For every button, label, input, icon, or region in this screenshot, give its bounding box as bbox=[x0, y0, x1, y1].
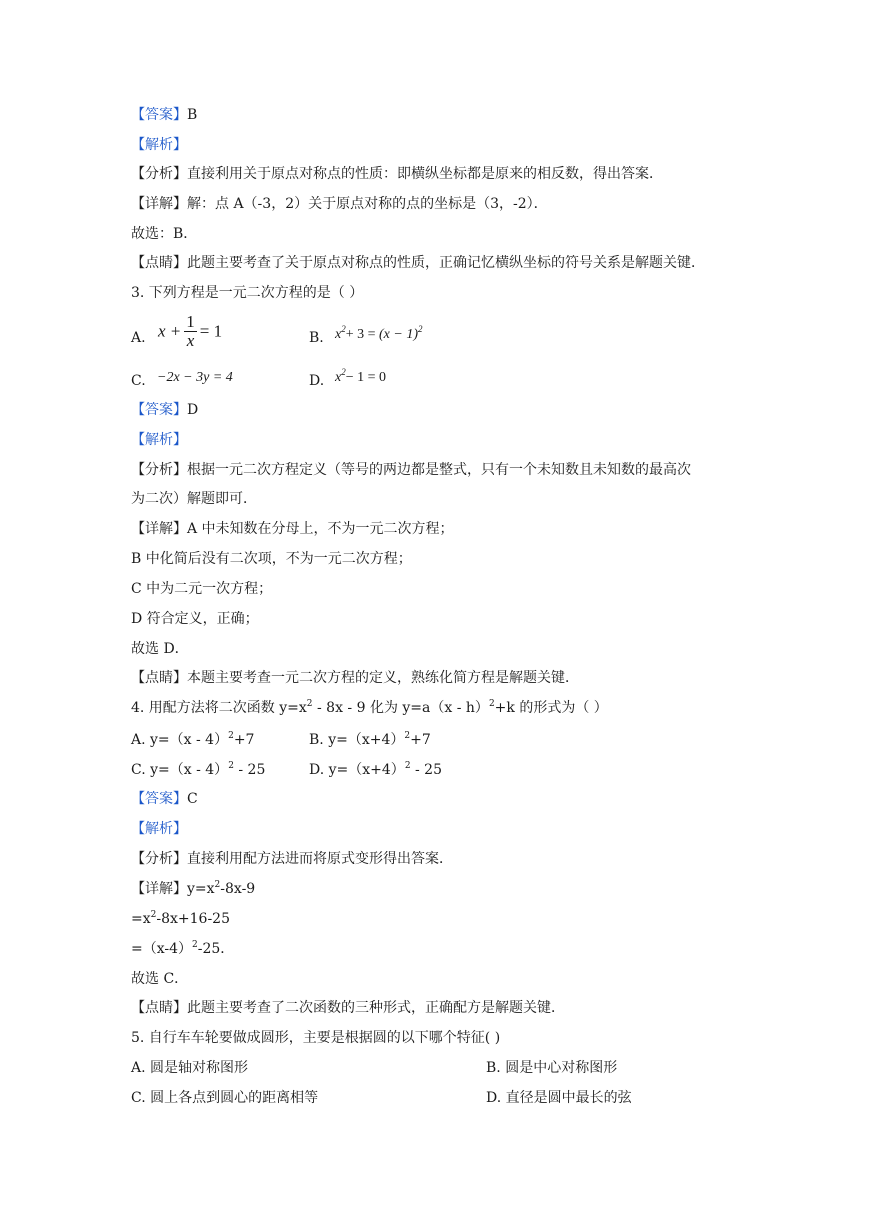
q3-option-d-expr bbox=[335, 369, 386, 387]
q4-opt-c-tail: - 25 bbox=[233, 762, 266, 778]
fenxi-text: 直接利用关于原点对称点的性质：即横纵坐标都是原来的相反数，得出答案． bbox=[187, 166, 663, 182]
q3-option-c-label: C. bbox=[131, 373, 146, 389]
fraction-denominator: x bbox=[186, 331, 195, 350]
q4-guxuan-line: 故选 C． bbox=[131, 971, 189, 987]
q4-step-3 bbox=[131, 940, 234, 958]
q5-stem: 5. 自行车车轮要做成圆形，主要是根据圆的以下哪个特征( ) bbox=[131, 1030, 501, 1046]
q2-guxuan-line: 故选：B． bbox=[131, 226, 198, 242]
fenxi-tag: 【分析】 bbox=[131, 462, 187, 478]
q4-option-b bbox=[309, 731, 431, 749]
fenxi-text: 根据一元二次方程定义（等号的两边都是整式，只有一个未知数且未知数的最高次 bbox=[187, 462, 691, 478]
q3-option-b-expr bbox=[335, 326, 423, 344]
q4-stem-b: - 8x - 9 化为 y=a（x - h） bbox=[312, 700, 489, 716]
q4-stem-a: 4. 用配方法将二次函数 y=x bbox=[131, 700, 307, 716]
q4-opt-d-text: D. y=（x+4） bbox=[309, 762, 405, 778]
option-b-mid: + 3 = bbox=[345, 327, 376, 342]
q3-option-a-expr bbox=[158, 313, 222, 350]
q5-option-c: C. 圆上各点到圆心的距离相等 bbox=[131, 1090, 319, 1106]
q4-x3-b: -25． bbox=[197, 941, 235, 957]
q4-x1-b: -8x-9 bbox=[220, 881, 256, 897]
q4-step-2 bbox=[131, 910, 230, 928]
dianjing-tag: 【点睛】 bbox=[131, 670, 187, 686]
q3-option-c-expr: −2x − 3y = 4 bbox=[157, 370, 233, 385]
option-b-x: x bbox=[335, 327, 342, 342]
q4-opt-c-sup: 2 bbox=[228, 761, 234, 771]
xiangjie-text: 解：点 A（-3，2）关于原点对称的点的坐标是（3，-2）． bbox=[187, 196, 548, 212]
analysis-tag: 【解析】 bbox=[131, 432, 187, 448]
q4-stem-sup2: 2 bbox=[488, 699, 495, 709]
q4-stem bbox=[131, 699, 608, 717]
q4-opt-d-sup: 2 bbox=[404, 761, 411, 771]
q5-option-d: D. 直径是圆中最长的弦 bbox=[486, 1090, 632, 1106]
q3-stem: 3. 下列方程是一元二次方程的是（ ） bbox=[131, 285, 364, 301]
q5-option-b: B. 圆是中心对称图形 bbox=[486, 1060, 618, 1076]
answer-value: D bbox=[187, 402, 199, 418]
q3-option-a-label: A. bbox=[131, 330, 146, 346]
answer-tag: 【答案】 bbox=[131, 107, 187, 123]
q3-guxuan-line: 故选 D． bbox=[131, 641, 189, 657]
xiangjie-tag: 【详解】 bbox=[131, 196, 187, 212]
q4-x2-b: -8x+16-25 bbox=[156, 911, 230, 927]
q4-x3-sup: 2 bbox=[192, 940, 198, 950]
q4-opt-b-sup: 2 bbox=[404, 731, 411, 741]
q2-analysis-line bbox=[131, 136, 187, 154]
fraction-one-over-x bbox=[184, 313, 197, 350]
xiangjie-a: A 中未知数在分母上，不为一元二次方程； bbox=[187, 521, 454, 537]
q4-analysis-line bbox=[131, 820, 187, 838]
fenxi-text: 直接利用配方法进而将原式变形得出答案． bbox=[187, 851, 453, 867]
option-d-x: x bbox=[335, 370, 342, 385]
q4-opt-d-tail: - 25 bbox=[410, 762, 442, 778]
q4-x2-sup: 2 bbox=[150, 910, 157, 920]
q4-stem-c: +k 的形式为（ ） bbox=[494, 700, 608, 716]
answer-value: B bbox=[187, 107, 198, 123]
answer-tag: 【答案】 bbox=[131, 791, 187, 807]
answer-value: C bbox=[187, 791, 198, 807]
fenxi-tag: 【分析】 bbox=[131, 166, 187, 182]
q4-xiangjie-line bbox=[131, 880, 255, 898]
q4-option-c bbox=[131, 761, 265, 779]
xiangjie-tag: 【详解】 bbox=[131, 881, 187, 897]
q4-fenxi-line bbox=[131, 850, 453, 868]
analysis-tag: 【解析】 bbox=[131, 137, 187, 153]
q4-option-a bbox=[131, 731, 254, 749]
q4-opt-a-text: A. y=（x - 4） bbox=[131, 732, 229, 748]
q3-option-b-label: B. bbox=[309, 330, 324, 346]
q4-x3-a: =（x-4） bbox=[131, 941, 193, 957]
q2-xiangjie-line bbox=[131, 195, 548, 213]
q4-stem-sup: 2 bbox=[306, 699, 313, 709]
option-b-paren: (x − 1) bbox=[379, 327, 419, 342]
option-d-rest: − 1 = 0 bbox=[345, 370, 387, 385]
q4-answer-line bbox=[131, 790, 198, 808]
q3-fenxi-line bbox=[131, 461, 691, 479]
dianjing-text: 此题主要考查了关于原点对称点的性质，正确记忆横纵坐标的符号关系是解题关键． bbox=[187, 255, 705, 271]
q4-x1-a: y=x bbox=[187, 881, 215, 897]
option-d-exp: 2 bbox=[341, 367, 346, 377]
q5-option-a: A. 圆是轴对称图形 bbox=[131, 1060, 249, 1076]
q4-x2-a: =x bbox=[131, 911, 151, 927]
q4-opt-a-tail: +7 bbox=[233, 732, 255, 748]
q3-option-d-label: D. bbox=[309, 373, 325, 389]
q4-opt-b-tail: +7 bbox=[410, 732, 431, 748]
analysis-tag: 【解析】 bbox=[131, 821, 187, 837]
answer-tag: 【答案】 bbox=[131, 402, 187, 418]
xiangjie-tag: 【详解】 bbox=[131, 521, 187, 537]
dianjing-text: 本题主要考查一元二次方程的定义，熟练化简方程是解题关键． bbox=[187, 670, 579, 686]
q2-dianjing-line bbox=[131, 254, 705, 272]
q3-xiangjie-line bbox=[131, 520, 454, 538]
dianjing-text: 此题主要考查了二次函数的三种形式，正确配方是解题关键． bbox=[187, 1000, 565, 1016]
q3-answer-line bbox=[131, 401, 198, 419]
fraction-numerator: 1 bbox=[186, 312, 195, 331]
q4-opt-c-text: C. y=（x - 4） bbox=[131, 762, 229, 778]
q3-xiangjie-b: B 中化简后没有二次项，不为一元二次方程； bbox=[131, 551, 412, 567]
option-a-lhs: x + bbox=[158, 321, 182, 341]
q3-xiangjie-d: D 符合定义，正确； bbox=[131, 611, 259, 627]
q4-dianjing-line bbox=[131, 999, 565, 1017]
fenxi-tag: 【分析】 bbox=[131, 851, 187, 867]
q4-opt-a-sup: 2 bbox=[228, 731, 234, 741]
q3-fenxi-line-2: 为二次）解题即可． bbox=[131, 491, 257, 507]
dianjing-tag: 【点睛】 bbox=[131, 255, 187, 271]
q3-xiangjie-c: C 中为二元一次方程； bbox=[131, 581, 273, 597]
q2-fenxi-line bbox=[131, 165, 663, 183]
option-a-rhs: = 1 bbox=[199, 321, 223, 341]
q2-answer-line bbox=[131, 106, 197, 124]
option-b-exp: 2 bbox=[341, 324, 346, 334]
q4-opt-b-text: B. y=（x+4） bbox=[309, 732, 405, 748]
q3-dianjing-line bbox=[131, 669, 579, 687]
q4-option-d bbox=[309, 761, 442, 779]
q3-analysis-line bbox=[131, 431, 187, 449]
option-b-exp2: 2 bbox=[418, 324, 423, 334]
q4-x1-sup: 2 bbox=[214, 880, 221, 890]
dianjing-tag: 【点睛】 bbox=[131, 1000, 187, 1016]
